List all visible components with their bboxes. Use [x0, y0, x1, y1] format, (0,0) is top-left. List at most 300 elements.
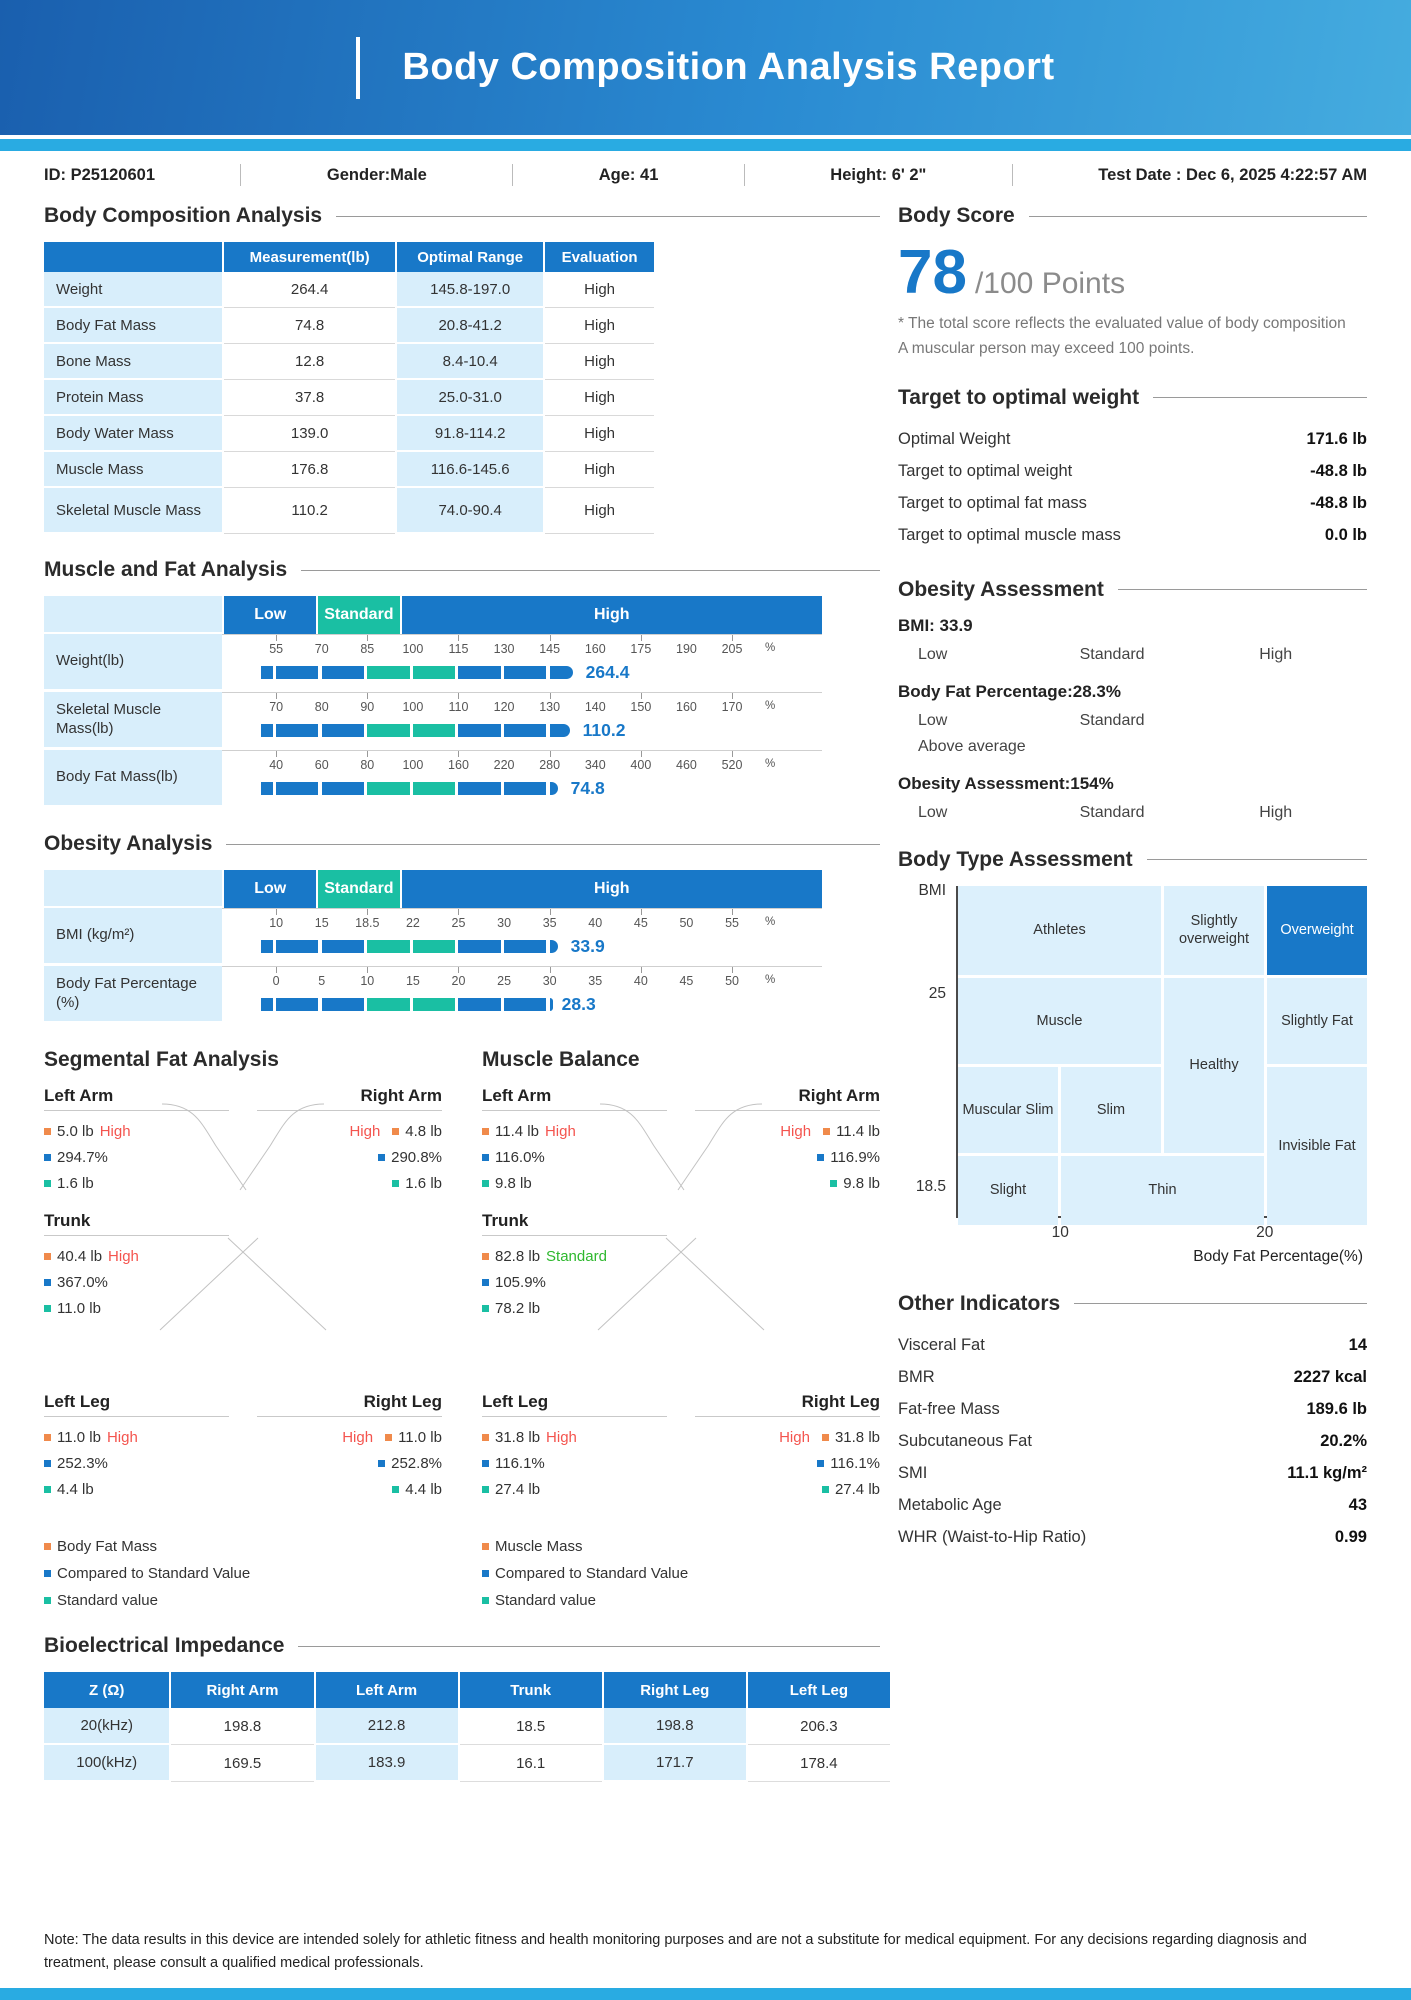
part-title: Trunk	[482, 1211, 667, 1236]
evaluation-flag: High	[546, 1429, 577, 1446]
legend-item	[482, 1560, 880, 1587]
legend-label: Standard value	[495, 1592, 596, 1609]
panel-body	[482, 1086, 880, 1614]
bar-row-label: Weight(lb)	[44, 634, 222, 692]
score-note-2: A muscular person may exceed 100 points.	[898, 339, 1195, 357]
table-cell: High	[545, 416, 654, 452]
zone-high-label: High	[400, 596, 822, 634]
table-cell: 178.4	[748, 1745, 890, 1782]
body-part-left-arm	[44, 1086, 229, 1197]
assessment-label: BMI: 33.9	[898, 615, 973, 635]
legend-bullet	[830, 1180, 837, 1187]
bar-segment	[276, 782, 318, 795]
table-cell: Skeletal Muscle Mass	[44, 488, 222, 534]
legend-bullet	[392, 1128, 399, 1135]
indicator-row	[898, 1426, 1367, 1458]
bar-segment	[413, 782, 455, 795]
body-part-right-leg	[695, 1392, 880, 1503]
zone-spacer	[44, 596, 222, 634]
part-value: 1.6 lb	[57, 1175, 94, 1192]
tick-label: 100	[402, 758, 424, 772]
bar-segment	[367, 782, 409, 795]
tick-mark	[550, 635, 551, 641]
tick-label: 130	[493, 642, 515, 656]
options-row	[918, 712, 1367, 730]
legend-bullet	[385, 1434, 392, 1441]
part-value-line	[257, 1477, 442, 1503]
table-cell: 264.4	[224, 272, 395, 308]
table-row	[44, 344, 648, 380]
part-value-line	[695, 1425, 880, 1451]
y-axis-label: BMI	[918, 881, 946, 899]
body-type-cell: Slightly overweight	[1164, 886, 1264, 975]
part-value: 31.8 lb	[495, 1429, 541, 1446]
bar-segment	[261, 666, 273, 679]
legend-bullet	[482, 1128, 489, 1135]
table-cell: 100(kHz)	[44, 1745, 169, 1782]
report-title: Body Composition Analysis Report	[402, 46, 1055, 88]
indicator-label: Target to optimal weight	[898, 462, 1073, 481]
zone-low-label: Low	[222, 596, 316, 634]
column-header	[44, 242, 222, 272]
legend-bullet	[482, 1180, 489, 1187]
target-weight-section	[898, 386, 1367, 552]
body-part-right-arm	[695, 1086, 880, 1197]
tick-label: 70	[269, 700, 284, 714]
tick-label: 460	[675, 758, 697, 772]
body-part-right-leg	[257, 1392, 442, 1503]
body-score-value	[898, 238, 1367, 307]
score-number: 78	[898, 238, 967, 307]
body-part-trunk	[482, 1211, 667, 1322]
section-title-bioimpedance: Bioelectrical Impedance	[44, 1634, 880, 1658]
legend-item	[44, 1560, 442, 1587]
title-rule	[301, 570, 880, 571]
table-cell: 183.9	[316, 1745, 458, 1782]
assessment-option: High	[1259, 645, 1293, 663]
tick-unit: %	[765, 916, 776, 928]
part-title: Left Leg	[44, 1392, 229, 1417]
tick-mark	[367, 693, 368, 699]
part-value-line	[482, 1296, 667, 1322]
table-cell: 8.4-10.4	[397, 344, 543, 380]
title-rule	[1118, 589, 1367, 590]
tick-label: 145	[539, 642, 561, 656]
table-cell: 74.0-90.4	[397, 488, 543, 534]
part-value-line	[482, 1425, 667, 1451]
score-note-1: * The total score reflects the evaluated value of body composition	[898, 315, 1346, 332]
legend-item	[482, 1587, 880, 1614]
legs-row	[482, 1392, 880, 1517]
tick-mark	[458, 693, 459, 699]
tick-layer	[222, 634, 822, 662]
divider	[1012, 164, 1013, 186]
section-title-body-composition: Body Composition Analysis	[44, 204, 880, 228]
tick-label: 140	[584, 700, 606, 714]
tick-label: 40	[269, 758, 284, 772]
score-suffix: /100 Points	[974, 267, 1126, 300]
part-value: 4.8 lb	[405, 1123, 442, 1140]
panel-legend	[44, 1533, 442, 1614]
part-value: 116.1%	[830, 1455, 880, 1472]
part-value: 9.8 lb	[843, 1175, 880, 1192]
tick-label: 10	[360, 974, 375, 988]
bar-value: 74.8	[570, 778, 605, 798]
title-rule	[226, 844, 880, 845]
legend-bullet	[817, 1154, 824, 1161]
bar-segment	[367, 724, 409, 737]
bar-segment	[322, 724, 364, 737]
tick-label: 45	[633, 916, 648, 930]
table-cell: 37.8	[224, 380, 395, 416]
table-row	[44, 416, 648, 452]
table-cell: Muscle Mass	[44, 452, 222, 488]
part-value: 27.4 lb	[834, 1481, 880, 1498]
bar-track	[222, 998, 822, 1011]
table-cell: 171.7	[604, 1745, 746, 1782]
part-value-line	[482, 1451, 667, 1477]
tick-mark	[641, 967, 642, 973]
tick-mark	[550, 693, 551, 699]
legend-bullet	[482, 1460, 489, 1467]
indicator-label: BMR	[898, 1368, 935, 1387]
bar-segment	[322, 940, 364, 953]
tick-mark	[732, 967, 733, 973]
table-row	[44, 1745, 880, 1782]
bar-segment	[322, 782, 364, 795]
legend-bullet	[482, 1154, 489, 1161]
legend-bullet	[44, 1543, 51, 1550]
table-row	[44, 272, 648, 308]
tick-unit: %	[765, 642, 776, 654]
bar-area	[222, 634, 822, 692]
legend-bullet	[482, 1486, 489, 1493]
tick-label: 20	[451, 974, 466, 988]
tick-layer	[222, 908, 822, 936]
column-header: Trunk	[460, 1672, 602, 1708]
legend-label: Body Fat Mass	[57, 1538, 158, 1555]
part-title: Left Leg	[482, 1392, 667, 1417]
tick-label: 100	[402, 642, 424, 656]
assessment-group	[898, 682, 1367, 756]
part-value: 4.4 lb	[405, 1481, 442, 1498]
part-value-line	[482, 1171, 667, 1197]
indicator-row	[898, 1522, 1367, 1554]
part-value-line	[257, 1145, 442, 1171]
part-value-line	[695, 1171, 880, 1197]
table-cell: Bone Mass	[44, 344, 222, 380]
tick-label: 340	[584, 758, 606, 772]
part-value-line	[482, 1119, 667, 1145]
indicator-row	[898, 488, 1367, 520]
tick-label: 400	[630, 758, 652, 772]
tick-label: 40	[588, 916, 603, 930]
table-cell: 212.8	[316, 1708, 458, 1745]
body-part-left-arm	[482, 1086, 667, 1197]
body-part-right-arm	[257, 1086, 442, 1197]
bar-rows	[44, 908, 822, 1024]
indicator-value: 20.2%	[1320, 1432, 1367, 1451]
column-header: Z (Ω)	[44, 1672, 169, 1708]
body-type-cell: Thin	[1061, 1156, 1264, 1225]
indicator-row	[898, 1490, 1367, 1522]
legend-bullet	[482, 1305, 489, 1312]
right-column	[898, 204, 1367, 1929]
bar-segment	[413, 940, 455, 953]
part-value: 82.8 lb	[495, 1248, 541, 1265]
indicator-row	[898, 1330, 1367, 1362]
table-cell: High	[545, 344, 654, 380]
evaluation-flag: High	[108, 1248, 139, 1265]
table-cell: 169.5	[171, 1745, 313, 1782]
indicator-value: 0.99	[1334, 1528, 1367, 1547]
tick-mark	[367, 909, 368, 915]
legend-label: Standard value	[57, 1592, 158, 1609]
legend-bullet	[823, 1128, 830, 1135]
tick-label: 150	[630, 700, 652, 714]
legend-bullet	[44, 1279, 51, 1286]
evaluation-flag: High	[349, 1123, 381, 1140]
tick-mark	[276, 967, 277, 973]
legend-bullet	[482, 1570, 489, 1577]
legend-bullet	[482, 1434, 489, 1441]
tick-mark	[732, 693, 733, 699]
patient-id-bar	[0, 151, 1411, 194]
part-value-line	[695, 1451, 880, 1477]
legend-bullet	[44, 1154, 51, 1161]
section-title-segmental-fat: Segmental Fat Analysis	[44, 1048, 279, 1071]
bar-segment	[367, 666, 409, 679]
bar-segment	[413, 724, 455, 737]
assessment-option: Standard	[1079, 803, 1145, 821]
part-value-line	[257, 1119, 442, 1145]
part-value: 27.4 lb	[495, 1481, 541, 1498]
tick-unit: %	[765, 974, 776, 986]
tick-unit: %	[765, 758, 776, 770]
legend-item	[482, 1533, 880, 1560]
tick-mark	[641, 635, 642, 641]
table-cell: Body Fat Mass	[44, 308, 222, 344]
part-value-line	[44, 1477, 229, 1503]
table-cell: 198.8	[171, 1708, 313, 1745]
table-cell: High	[545, 308, 654, 344]
indicator-row	[898, 520, 1367, 552]
bar-segment	[504, 666, 546, 679]
evaluation-flag: High	[544, 1123, 576, 1140]
tick-label: 80	[360, 758, 375, 772]
bar-segment	[276, 724, 318, 737]
bioimpedance-table	[44, 1672, 880, 1782]
bar-segment	[458, 724, 500, 737]
legend-bullet	[482, 1279, 489, 1286]
zone-header	[44, 596, 822, 634]
tick-label: 10	[269, 916, 284, 930]
legend-bullet	[822, 1486, 829, 1493]
assessment-option: Low	[918, 645, 948, 663]
body-part-left-leg	[44, 1392, 229, 1503]
legend-bullet	[44, 1128, 51, 1135]
table-cell: 198.8	[604, 1708, 746, 1745]
table-cell: High	[545, 380, 654, 416]
section-title-muscle-balance: Muscle Balance	[482, 1048, 640, 1071]
title-rule	[336, 216, 880, 217]
tick-label: 25	[451, 916, 466, 930]
tick-mark	[641, 751, 642, 757]
tick-label: 55	[725, 916, 739, 930]
indicator-value: -48.8 lb	[1310, 494, 1367, 513]
patient-age: Age: 41	[598, 165, 659, 184]
section-title-body-score: Body Score	[898, 204, 1367, 228]
part-value: 294.7%	[57, 1149, 108, 1166]
indicator-row	[898, 1458, 1367, 1490]
section-title-obesity-analysis: Obesity Analysis	[44, 832, 880, 856]
indicator-value: 14	[1348, 1336, 1367, 1355]
obesity-bar-table	[44, 870, 822, 1024]
tick-label: 160	[675, 700, 697, 714]
bar-segment	[458, 782, 500, 795]
table-cell: 176.8	[224, 452, 395, 488]
body-type-cell: Muscular Slim	[958, 1067, 1058, 1153]
body-type-plot	[956, 886, 1367, 1241]
bar-track	[222, 940, 822, 953]
bar-segment	[261, 940, 273, 953]
bar-area	[222, 750, 822, 808]
table-cell: High	[545, 272, 654, 308]
legend-bullet	[44, 1570, 51, 1577]
segmental-fat-panel	[44, 1048, 442, 1614]
tick-label: 18.5	[355, 916, 380, 930]
bar-row	[44, 966, 822, 1024]
table-row	[44, 1708, 880, 1745]
panel-body	[44, 1086, 442, 1614]
tick-mark	[458, 635, 459, 641]
column-header: Right Arm	[171, 1672, 313, 1708]
part-value-line	[257, 1171, 442, 1197]
legend-bullet	[44, 1253, 51, 1260]
tick-label: 115	[448, 642, 469, 656]
tick-label: 0	[272, 974, 280, 988]
indicator-value: 2227 kcal	[1293, 1368, 1367, 1387]
tick-label: 5	[318, 974, 326, 988]
bar-value: 28.3	[561, 994, 596, 1014]
tick-mark	[732, 751, 733, 757]
indicator-value: 11.1 kg/m²	[1287, 1464, 1367, 1483]
bar-row	[44, 908, 822, 966]
bar-segment	[504, 998, 546, 1011]
assessment-options	[898, 646, 1367, 664]
body-type-cell: Overweight	[1267, 886, 1367, 975]
part-value: 31.8 lb	[834, 1429, 880, 1446]
obesity-assessment-groups	[898, 616, 1367, 822]
bar-segment	[458, 998, 500, 1011]
legend-item	[44, 1533, 442, 1560]
tick-label: 100	[402, 700, 424, 714]
assessment-label: Obesity Assessment:154%	[898, 773, 1114, 793]
assessment-option: Standard	[1079, 711, 1145, 729]
tick-mark	[732, 909, 733, 915]
indicator-row	[898, 1394, 1367, 1426]
tick-label: 30	[497, 916, 512, 930]
segmental-panels	[44, 1048, 880, 1614]
part-title: Right Leg	[695, 1392, 880, 1417]
part-value-line	[257, 1451, 442, 1477]
tick-label: 160	[448, 758, 469, 772]
table-cell: 91.8-114.2	[397, 416, 543, 452]
tick-label: 70	[314, 642, 329, 656]
evaluation-flag: High	[779, 1429, 810, 1446]
x-tick-10: 10	[1051, 1223, 1069, 1241]
bar-segment	[550, 666, 573, 679]
bar-segment	[413, 998, 455, 1011]
part-title: Right Arm	[695, 1086, 880, 1111]
divider	[240, 164, 241, 186]
tick-mark	[550, 909, 551, 915]
part-value-line	[44, 1296, 229, 1322]
legend-bullet	[44, 1434, 51, 1441]
legend-bullet	[392, 1180, 399, 1187]
legend-bullet	[822, 1434, 829, 1441]
evaluation-flag: Standard	[546, 1248, 607, 1265]
body-type-grid	[958, 886, 1367, 1216]
legend-bullet	[44, 1486, 51, 1493]
arms-row	[44, 1086, 442, 1211]
tick-label: 80	[314, 700, 329, 714]
tick-label: 175	[630, 642, 652, 656]
section-title-target-weight: Target to optimal weight	[898, 386, 1367, 410]
bar-segment	[458, 940, 500, 953]
table-cell: High	[545, 488, 654, 534]
bar-track	[222, 782, 822, 795]
body-type-cell: Healthy	[1164, 978, 1264, 1153]
assessment-option: High	[1259, 803, 1293, 821]
tick-label: 110	[448, 700, 469, 714]
indicator-value: -48.8 lb	[1310, 462, 1367, 481]
bar-row-label: Body Fat Percentage (%)	[44, 966, 222, 1024]
part-title: Trunk	[44, 1211, 229, 1236]
part-value: 116.1%	[495, 1455, 545, 1472]
part-value-line	[257, 1425, 442, 1451]
table-header	[44, 1672, 880, 1708]
panel-legend	[482, 1533, 880, 1614]
left-column	[44, 204, 880, 1929]
options-row	[918, 646, 1367, 664]
part-value-line	[44, 1171, 229, 1197]
arms-row	[482, 1086, 880, 1211]
bar-segment	[550, 782, 558, 795]
legend-bullet	[44, 1180, 51, 1187]
tick-label: 170	[721, 700, 743, 714]
indicator-label: SMI	[898, 1464, 928, 1483]
tick-label: 90	[360, 700, 375, 714]
table-cell: 20(kHz)	[44, 1708, 169, 1745]
indicator-label: Optimal Weight	[898, 430, 1011, 449]
part-value-line	[44, 1119, 229, 1145]
bar-value: 110.2	[582, 720, 626, 740]
indicator-row	[898, 424, 1367, 456]
test-date: Test Date : Dec 6, 2025 4:22:57 AM	[1098, 165, 1367, 184]
tick-label: 280	[539, 758, 561, 772]
assessment-group	[898, 774, 1367, 822]
part-value: 367.0%	[57, 1274, 108, 1291]
bar-segment	[367, 998, 409, 1011]
legend-bullet	[44, 1460, 51, 1467]
part-value-line	[44, 1145, 229, 1171]
tick-label: 15	[314, 916, 329, 930]
bar-segment	[322, 666, 364, 679]
tick-mark	[458, 909, 459, 915]
legend-label: Muscle Mass	[495, 1538, 583, 1555]
table-row	[44, 452, 648, 488]
